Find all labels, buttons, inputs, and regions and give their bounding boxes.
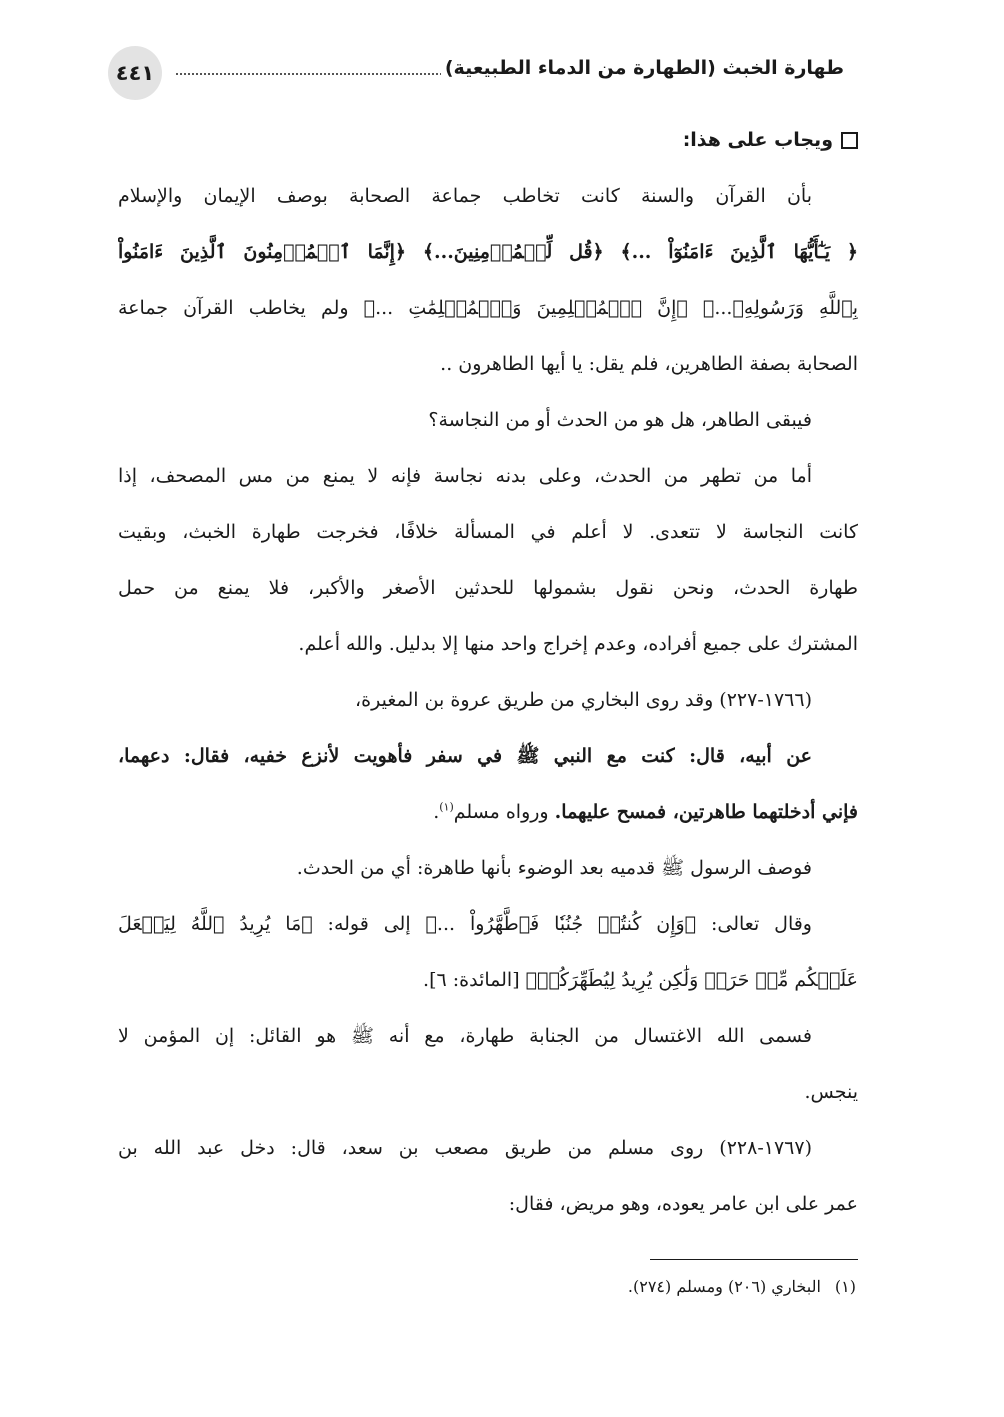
running-title: طهارة الخبث (الطهارة من الدماء الطبيعية) [441,57,844,79]
footnote-ref: (١) [439,800,454,814]
quran-verse-line: وقال تعالى: ﴿وَإِن كُنتُمۡ جُنُبٗا فَٱطَّهَّرُواْ ...﴾ إلى قوله: ﴿مَا يُرِيدُ ٱللَّهُ لِيَجۡعَلَ [118,913,812,935]
paragraph-line: كانت النجاسة لا تتعدى. لا أعلم في المسألة خلافًا، فخرجت طهارة الخبث، وبقيت [118,521,858,543]
quran-verse-line: بِٱللَّهِ وَرَسُولِهِۦ...﴾ ﴿إِنَّ ٱلۡمُسۡلِمِينَ وَٱلۡمُسۡلِمَٰتِ ...﴾ ولم يخاطب القرآن جماعة [118,297,858,319]
quran-verse-line: ﴿ يَـٰٓأَيُّهَا ٱلَّذِينَ ءَامَنُوٓاْ ...﴾ ﴿قُل لِّلۡمُؤۡمِنِينَ...﴾ ﴿إِنَّمَا ٱلۡمُؤۡمِنُونَ ٱلَّذِينَ ءَامَنُواْ [118,241,858,263]
footnote [628,1277,856,1296]
hadith-number-line: (١٧٦٧-٢٢٨) روى مسلم من طريق مصعب بن سعد، قال: دخل عبد الله بن [118,1137,812,1159]
hadith-text-line [118,784,858,840]
period: . [433,801,440,823]
hadith-text-line: عن أبيه، قال: كنت مع النبي ﷺ في سفر فأهويت لأنزع خفيه، فقال: دعهما، [118,745,812,767]
paragraph-line: طهارة الحدث، ونحن نقول بشمولها للحدثين الأصغر والأكبر، فلا يمنع من حمل [118,577,858,599]
section-heading-text: ويجاب على هذا: [682,129,833,151]
page-number: ٤٤١ [108,46,162,100]
hadith-number-line: (١٧٦٦-٢٢٧) وقد روى البخاري من طريق عروة بن المغيرة، [355,689,812,711]
paragraph-line: ينجس. [804,1081,858,1103]
hadith-text: فإني أدخلتهما طاهرتين، فمسح عليهما. [554,801,858,823]
paragraph-line: المشترك على جميع أفراده، وعدم إخراج واحد منها إلا بدليل. والله أعلم. [298,633,858,655]
checkbox-icon [841,132,858,149]
paragraph-line: أما من تطهر من الحدث، وعلى بدنه نجاسة فإنه لا يمنع من مس المصحف، إذا [118,465,812,487]
hadith-source: ورواه مسلم [453,801,549,823]
paragraph-line: فيبقى الطاهر، هل هو من الحدث أو من النجاسة؟ [428,409,812,431]
footnote-number: (١) [834,1277,856,1296]
paragraph-line: عمر على ابن عامر يعوده، وهو مريض، فقال: [508,1193,858,1215]
section-heading [118,112,858,168]
paragraph-line: فسمى الله الاغتسال من الجنابة طهارة، مع أنه ﷺ هو القائل: إن المؤمن لا [118,1025,813,1047]
main-text [118,112,858,1232]
quran-verse-line: عَلَيۡكُم مِّنۡ حَرَجٖ وَلَٰكِن يُرِيدُ لِيُطَهِّرَكُمۡ﴾ [المائدة: ٦]. [423,969,858,991]
footnote-divider [650,1259,858,1260]
paragraph-line: الصحابة بصفة الطاهرين، فلم يقل: يا أيها الطاهرون .. [440,353,858,375]
footnote-text: البخاري (٢٠٦) ومسلم (٢٧٤). [627,1277,821,1296]
paragraph-line: بأن القرآن والسنة كانت تخاطب جماعة الصحابة بوصف الإيمان والإسلام [118,185,812,207]
paragraph-line: فوصف الرسول ﷺ قدميه بعد الوضوء بأنها طاهرة: أي من الحدث. [296,857,812,879]
